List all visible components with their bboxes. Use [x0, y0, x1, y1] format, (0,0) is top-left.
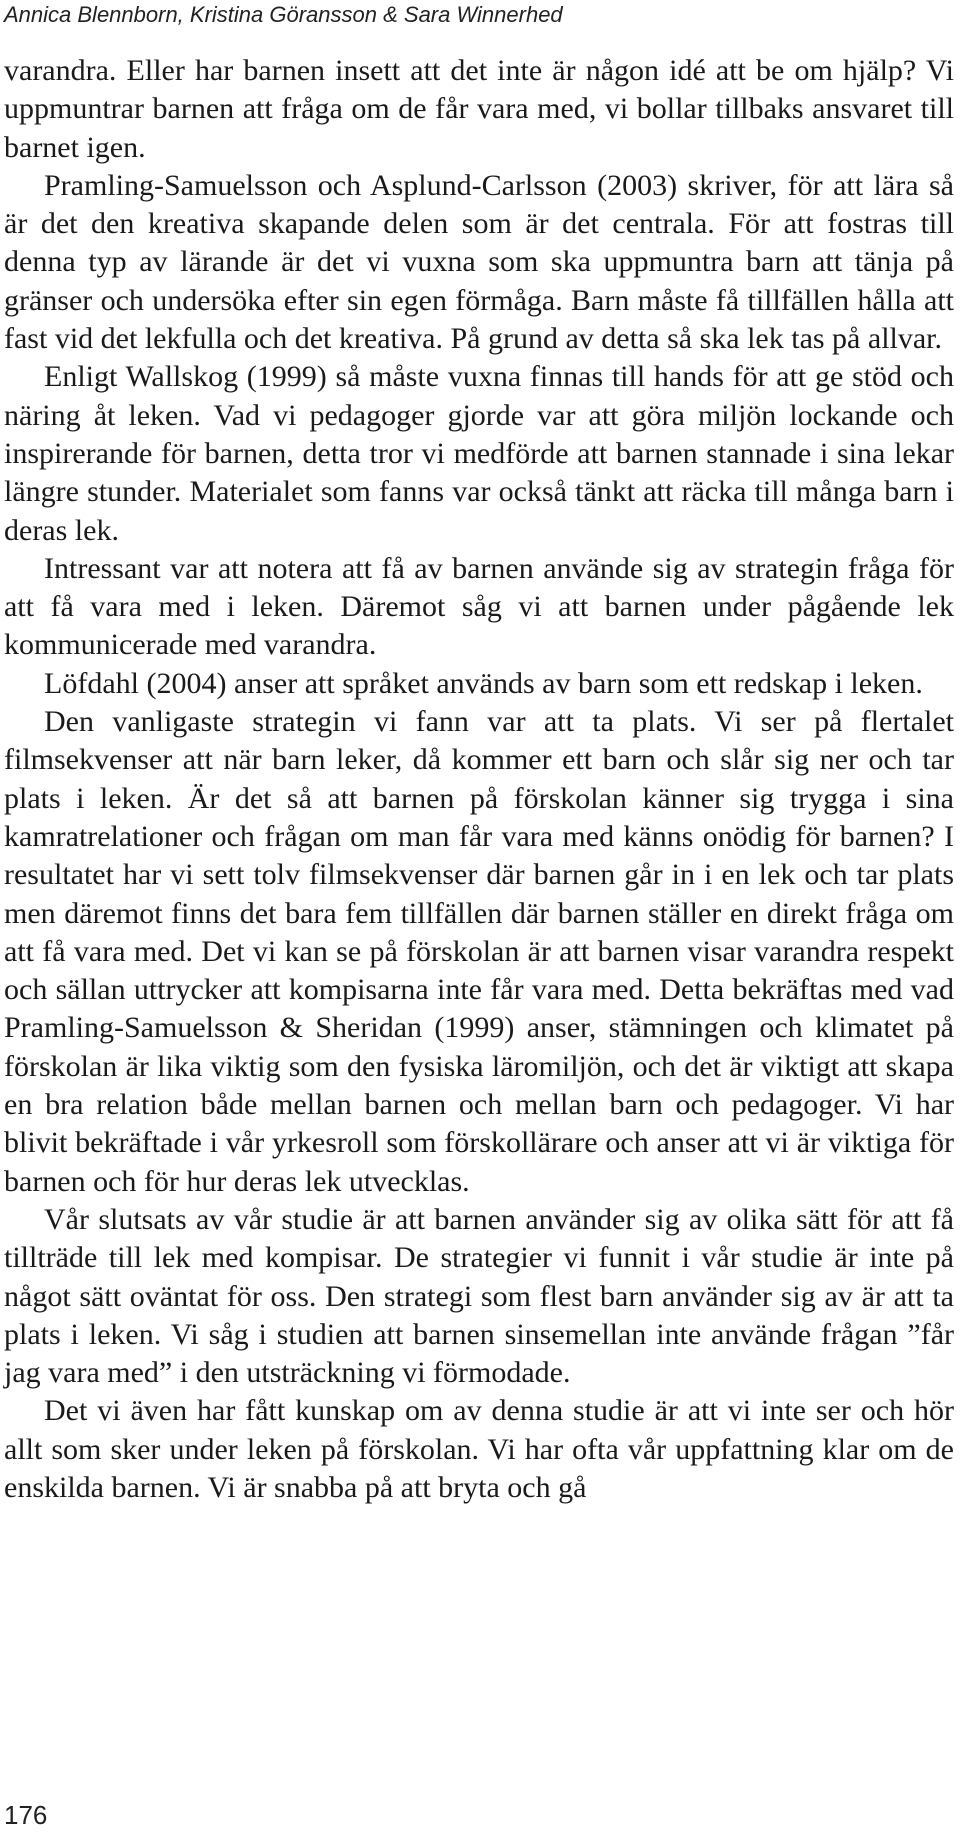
- running-header-authors: Annica Blennborn, Kristina Göransson & Sara Winnerhed: [4, 2, 563, 27]
- paragraph: Vår slutsats av vår studie är att barnen använder sig av olika sätt för att få tillträde till lek med kompisar. De strategier vi funnit i vår studie är inte på något sätt oväntat för oss. Den strategi som flest barn använder sig av är att ta plats i leken. Vi såg i studien att barnen sinsemellan inte använde frågan ”får jag vara med” i den utsträckning vi förmodade.: [4, 1202, 954, 1390]
- paragraph: Den vanligaste strategin vi fann var att ta plats. Vi ser på flertalet filmsekvenser att när barn leker, då kommer ett barn och slår sig ner och tar plats i leken. Är det så att barnen på förskolan känner sig trygga i sina kamratrelationer och frågan om man får vara med känns onödig för barnen? I resultatet har vi sett tolv filmsekvenser där barnen går in i en lek och tar plats men däremot finns det bara fem tillfällen där barnen ställer en direkt fråga om att få vara med. Det vi kan se på förskolan är att barnen visar varandra respekt och sällan uttrycker att kompisarna inte får vara med. Detta bekräftas med vad Pramling-Samuelsson & Sheridan (1999) anser, stämningen och klimatet på förskolan är lika viktig som den fysiska läromiljön, och det är viktigt att skapa en bra relation både mellan barnen och mellan barn och pedagoger. Vi har blivit bekräftade i vår yrkesroll som förskollärare och anser att vi är viktiga för barnen och för hur deras lek utvecklas.: [4, 705, 954, 1198]
- paragraph: Det vi även har fått kunskap om av denna studie är att vi inte ser och hör allt som sker under leken på förskolan. Vi har ofta vår uppfattning klar om de enskilda barnen. Vi är snabba på att bryta och gå: [4, 1394, 954, 1504]
- body-text: [4, 52, 954, 1507]
- paragraph: Enligt Wallskog (1999) så måste vuxna finnas till hands för att ge stöd och näring åt leken. Vad vi pedagoger gjorde var att göra miljön lockande och inspirerande för barnen, detta tror vi medförde att barnen stannade i sina lekar längre stunder. Materialet som fanns var också tänkt att räcka till många barn i deras lek.: [4, 360, 954, 547]
- paragraph: Intressant var att notera att få av barnen använde sig av strategin fråga för att få vara med i leken. Däremot såg vi att barnen under pågående lek kommunicerade med varandra.: [4, 551, 954, 662]
- page-number: 176: [4, 1800, 48, 1830]
- paragraph: Löfdahl (2004) anser att språket används av barn som ett redskap i leken.: [44, 666, 923, 700]
- paragraph: varandra. Eller har barnen insett att det inte är någon idé att be om hjälp? Vi uppmuntrar barnen att fråga om de får vara med, vi bollar tillbaks ansvaret till barnet igen.: [4, 54, 954, 164]
- paragraph: Pramling-Samuelsson och Asplund-Carlsson (2003) skriver, för att lära så är det den kreativa skapande delen som är det centrala. För att fostras till denna typ av lärande är det vi vuxna som ska uppmuntra barn att tänja på gränser och undersöka efter sin egen förmåga. Barn måste få tillfällen hålla att fast vid det lekfulla och det kreativa. På grund av detta så ska lek tas på allvar.: [4, 168, 954, 356]
